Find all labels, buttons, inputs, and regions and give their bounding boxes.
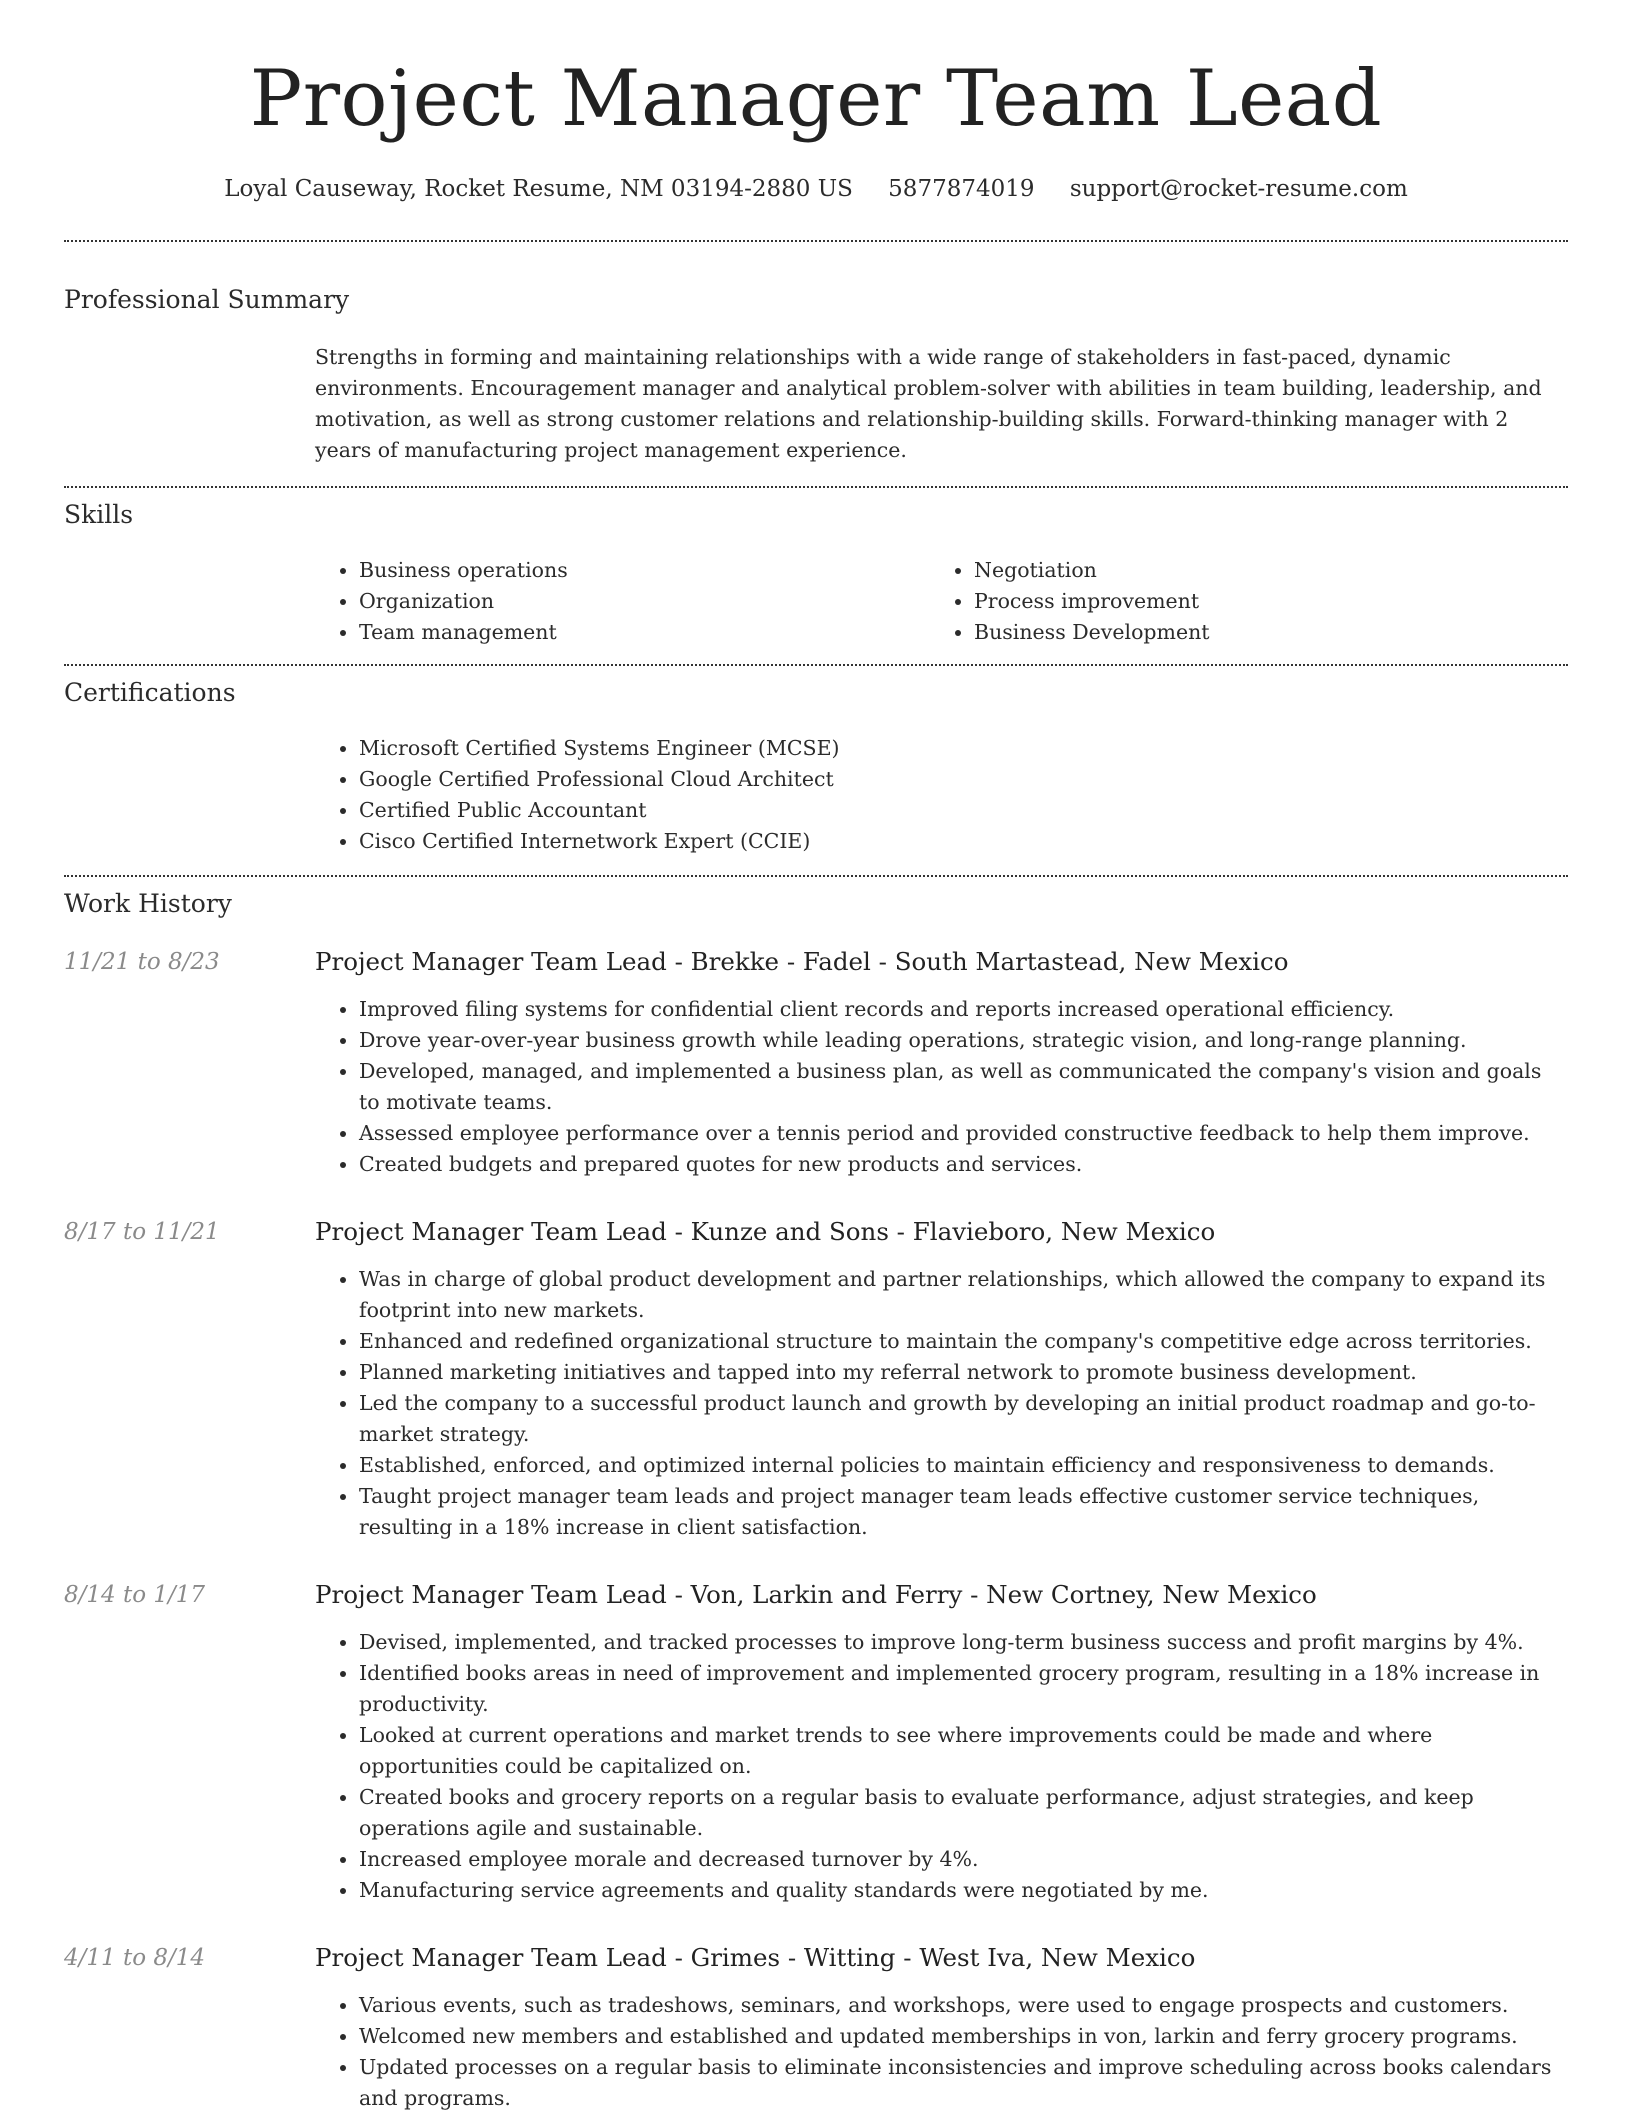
job-bullet: • Various events, such as tradeshows, seminars, and workshops, were used to engage prospects and customers. — [359, 1990, 1568, 2021]
job-bullet: • Created budgets and prepared quotes for new products and services. — [359, 1149, 1568, 1180]
skills-list-left — [315, 555, 930, 648]
skill-item: • Business operations — [359, 555, 930, 586]
skill-item: • Negotiation — [974, 555, 1568, 586]
job-entry — [64, 1216, 1568, 1543]
job-bullet: • Assessed employee performance over a tennis period and provided constructive feedback to help them improve. — [359, 1118, 1568, 1149]
job-dates: 4/11 to 8/14 — [64, 1944, 206, 1971]
job-bullets-wrap — [315, 1627, 1568, 1906]
certification-item: • Cisco Certified Internetwork Expert (CCIE) — [359, 826, 1568, 857]
work-history-heading: Work History — [64, 888, 232, 918]
certifications-heading: Certifications — [64, 677, 236, 707]
job-bullet: • Welcomed new members and established and updated memberships in von, larkin and ferry grocery programs. — [359, 2021, 1568, 2052]
job-bullets — [315, 1990, 1568, 2114]
resume-page — [64, 0, 1568, 2114]
skill-item: • Process improvement — [974, 586, 1568, 617]
job-dates: 8/14 to 1/17 — [64, 1581, 206, 1608]
resume-name: Project Manager Team Lead — [249, 54, 1383, 144]
job-bullet: • Devised, implemented, and tracked processes to improve long-term business success and profit margins by 4%. — [359, 1627, 1568, 1658]
skills-grid — [315, 555, 1568, 648]
job-bullet: • Updated processes on a regular basis to eliminate inconsistencies and improve scheduling across books calendars and programs. — [359, 2052, 1568, 2114]
job-entry — [64, 1942, 1568, 2114]
job-bullets-wrap — [315, 1264, 1568, 1543]
job-bullet: • Looked at current operations and market trends to see where improvements could be made and where opportunities could be capitalized on. — [359, 1720, 1568, 1782]
job-dates: 8/17 to 11/21 — [64, 1218, 220, 1245]
certifications-list — [315, 733, 1568, 857]
certification-item: • Google Certified Professional Cloud Architect — [359, 764, 1568, 795]
job-title: Project Manager Team Lead - Kunze and Sons - Flavieboro, New Mexico — [315, 1216, 1216, 1246]
job-bullets — [315, 994, 1568, 1180]
job-bullet: • Enhanced and redefined organizational structure to maintain the company's competitive edge across territories. — [359, 1326, 1568, 1357]
skills-section — [64, 488, 1568, 664]
job-entry — [64, 1579, 1568, 1906]
job-bullets-wrap — [315, 1990, 1568, 2114]
contact-email: support@rocket-resume.com — [1069, 176, 1408, 202]
job-bullet: • Taught project manager team leads and project manager team leads effective customer service techniques, resulting in a 18% increase in client satisfaction. — [359, 1481, 1568, 1543]
skills-list-right — [930, 555, 1568, 648]
contact-line — [64, 176, 1568, 204]
skill-item: • Team management — [359, 617, 930, 648]
skills-heading: Skills — [64, 499, 134, 529]
job-bullet: • Led the company to a successful product launch and growth by developing an initial product roadmap and go-to-market strategy. — [359, 1388, 1568, 1450]
job-title: Project Manager Team Lead - Von, Larkin and Ferry - New Cortney, New Mexico — [315, 1579, 1317, 1609]
job-bullet: • Was in charge of global product development and partner relationships, which allowed the company to expand its footprint into new markets. — [359, 1264, 1568, 1326]
job-bullet: • Drove year-over-year business growth while leading operations, strategic vision, and long-range planning. — [359, 1025, 1568, 1056]
job-bullets — [315, 1627, 1568, 1906]
job-bullet: • Manufacturing service agreements and quality standards were negotiated by me. — [359, 1875, 1568, 1906]
skill-item: • Organization — [359, 586, 930, 617]
job-title: Project Manager Team Lead - Grimes - Witting - West Iva, New Mexico — [315, 1942, 1196, 1972]
certifications-list-wrap — [315, 733, 1568, 857]
summary-section — [64, 242, 1568, 486]
contact-phone: 5877874019 — [888, 176, 1035, 202]
job-entry — [64, 946, 1568, 1180]
contact-address: Loyal Causeway, Rocket Resume, NM 03194-2880 US — [224, 176, 853, 202]
job-bullet: • Identified books areas in need of improvement and implemented grocery program, resulting in a 18% increase in productivity. — [359, 1658, 1568, 1720]
summary-text: Strengths in forming and maintaining relationships with a wide range of stakeholders in fast-paced, dynamic environments. Encouragement manager and analytical problem-solver with abilities in team building, leadership, and motivation, as well as strong customer relations and relationship-building skills. Forward-thinking manager with 2 years of manufacturing project management experience. — [315, 344, 1542, 462]
job-bullet: • Established, enforced, and optimized internal policies to maintain efficiency and responsiveness to demands. — [359, 1450, 1568, 1481]
certifications-section — [64, 666, 1568, 875]
job-bullet: • Increased employee morale and decreased turnover by 4%. — [359, 1844, 1568, 1875]
job-title: Project Manager Team Lead - Brekke - Fadel - South Martastead, New Mexico — [315, 946, 1289, 976]
job-bullet: • Improved filing systems for confidential client records and reports increased operational efficiency. — [359, 994, 1568, 1025]
certification-item: • Microsoft Certified Systems Engineer (MCSE) — [359, 733, 1568, 764]
certification-item: • Certified Public Accountant — [359, 795, 1568, 826]
summary-heading: Professional Summary — [64, 284, 350, 314]
job-bullets-wrap — [315, 994, 1568, 1180]
job-dates: 11/21 to 8/23 — [64, 948, 220, 975]
job-bullet: • Planned marketing initiatives and tapped into my referral network to promote business development. — [359, 1357, 1568, 1388]
job-bullet: • Developed, managed, and implemented a business plan, as well as communicated the company's vision and goals to motivate teams. — [359, 1056, 1568, 1118]
work-history-section — [64, 877, 1568, 2114]
job-bullets — [315, 1264, 1568, 1543]
job-bullet: • Created books and grocery reports on a regular basis to evaluate performance, adjust strategies, and keep operations agile and sustainable. — [359, 1782, 1568, 1844]
skill-item: • Business Development — [974, 617, 1568, 648]
